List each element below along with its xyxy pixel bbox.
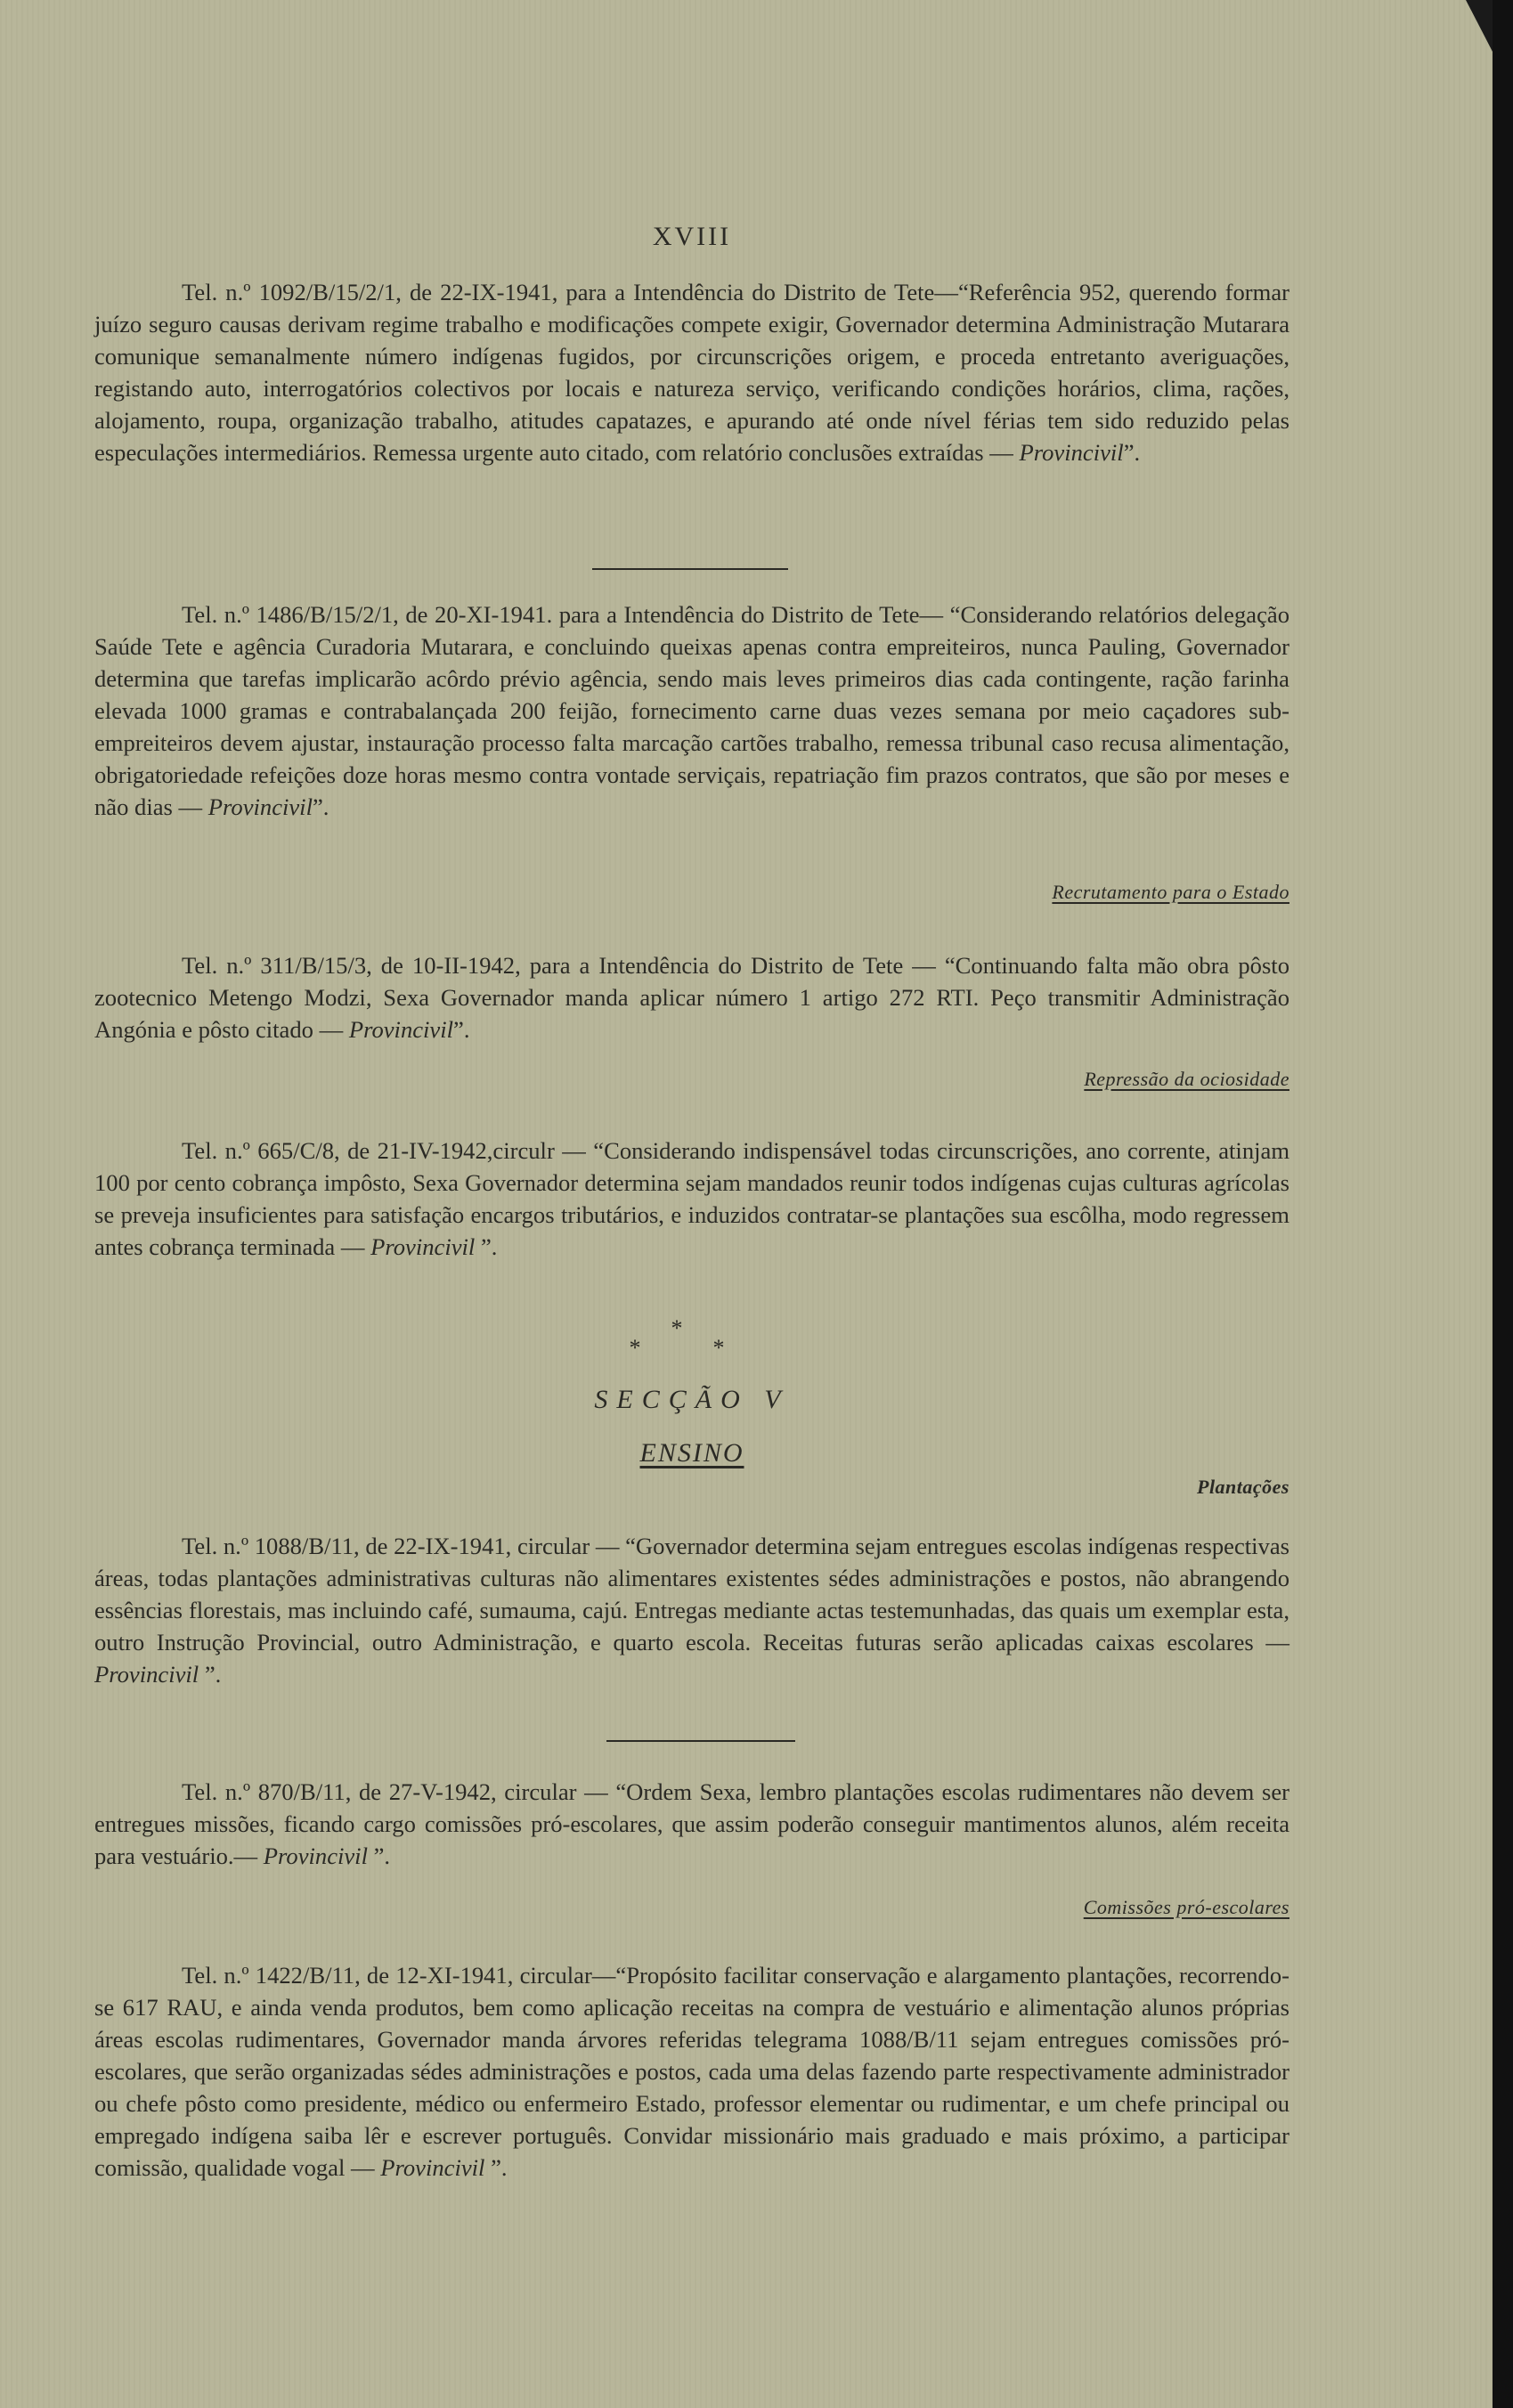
subheading-comissoes: Comissões pró-escolares — [1083, 1896, 1289, 1918]
subheading-plantacoes: Plantações — [1197, 1476, 1289, 1498]
signature-provincivil: Provincivil — [370, 1233, 476, 1260]
telegram-1422: Tel. n.º 1422/B/11, de 12-XI-1941, circular—“Propósito facilitar conservação e alargamento plantações, recorrendo-se 617 RAU, e ainda venda produtos, bem como aplicação receitas na compra de vestuário e alimentação alunos próprias áreas escolas rudimentares, Governador manda árvores referidas telegrama 1088/B/11 sejam entregues comissões pró-escolares, que serão organizadas sédes administrações e postos, cada uma delas fazendo parte respectivamente administrador ou chefe pôsto como presidente, médico ou enfermeiro Estado, professor elementar ou rudimentar, e um chefe principal ou empregado indígena saiba lêr e escrever português. Convidar missionário mais graduado e mais próximo, a participar comissão, qualidade vogal — Provincivil ”. — [94, 1962, 1289, 2181]
section-title: SECÇÃO V — [594, 1385, 790, 1414]
signature-provincivil: Provincivil — [207, 793, 313, 820]
signature-provincivil: Provincivil — [348, 1016, 454, 1043]
telegram-665: Tel. n.º 665/C/8, de 21-IV-1942,circulr — “Considerando indispensável todas circunscrições, ano corrente, atinjam 100 por cento cobrança impôsto, Sexa Governador determina sejam mandados reunir todos indígenas cujas culturas agrícolas se preveja insuficientes para satisfação encargos tributários, e induzidos contratar-se plantações sua escôlha, modo regressem antes cobrança terminada — Provincivil ”. — [94, 1137, 1289, 1260]
divider — [592, 568, 788, 570]
page-number: XVIII — [652, 222, 732, 251]
telegram-311: Tel. n.º 311/B/15/3, de 10-II-1942, para a Intendência do Distrito de Tete — “Continuando falta mão obra pôsto zootecnico Metengo Modzi, Sexa Governador manda aplicar número 1 artigo 272 RTI. Peço transmitir Administração Angónia e pôsto citado — Provincivil”. — [94, 952, 1289, 1043]
page-corner-fold — [1466, 0, 1493, 52]
telegram-1088: Tel. n.º 1088/B/11, de 22-IX-1941, circular — “Governador determina sejam entregues escolas indígenas respectivas áreas, todas plantações administrativas culturas não alimentares existentes sédes administrações e postos, não abrangendo essências florestais, mas incluindo café, sumauma, cajú. Entregas mediante actas testemunhadas, das quais um exemplar esta, outro Instrução Provincial, outro Administração, e quarto escola. Receitas futuras serão aplicadas caixas escolares — Provincivil ”. — [94, 1533, 1289, 1688]
subheading-recrutamento: Recrutamento para o Estado — [1052, 881, 1289, 903]
signature-provincivil: Provincivil — [94, 1661, 199, 1688]
signature-provincivil: Provincivil — [1019, 439, 1124, 466]
signature-provincivil: Provincivil — [380, 2154, 485, 2181]
signature-provincivil: Provincivil — [263, 1843, 368, 1869]
section-subtitle: ENSINO — [639, 1438, 744, 1468]
telegram-1486: Tel. n.º 1486/B/15/2/1, de 20-XI-1941. para a Intendência do Distrito de Tete— “Considerando relatórios delegação Saúde Tete e agência Curadoria Mutarara, e concluindo queixas apenas contra empreiteiros, nunca Pauling, Governador determina que tarefas implicarão acôrdo prévio agência, sendo mais leves primeiros dias cada contingente, ração farinha elevada 1000 gramas e contrabalançada 200 feijão, fornecimento carne duas vezes semana por meio caçadores sub-empreiteiros devem ajustar, instauração processo falta marcação cartões trabalho, remessa tribunal caso recusa alimentação, obrigatoriedade refeições doze horas mesmo contra vontade serviçais, repatriação fim prazos contratos, que são por meses e não dias — Provincivil”. — [94, 601, 1289, 820]
section-stars: *** — [629, 1315, 755, 1361]
subheading-repressao: Repressão da ociosidade — [1084, 1068, 1289, 1090]
divider — [606, 1740, 795, 1742]
telegram-1092: Tel. n.º 1092/B/15/2/1, de 22-IX-1941, para a Intendência do Distrito de Tete—“Referência 952, querendo formar juízo seguro causas derivam regime trabalho e modificações compete exigir, Governador determina Administração Mutarara comunique semanalmente número indígenas fugidos, por circunscrições origem, e proceda entretanto averiguações, registando auto, interrogatórios colectivos por locais e natureza serviço, verificando condições horários, clima, rações, alojamento, roupa, organização trabalho, atitudes capatazes, e apurando até onde nível férias tem sido reduzido pelas especulações intermediários. Remessa urgente auto citado, com relatório conclusões extraídas — Provincivil”. — [94, 279, 1289, 466]
telegram-870: Tel. n.º 870/B/11, de 27-V-1942, circular — “Ordem Sexa, lembro plantações escolas rudimentares não devem ser entregues missões, ficando cargo comissões pró-escolares, que assim poderão conseguir mantimentos alunos, além receita para vestuário.— Provincivil ”. — [94, 1778, 1289, 1869]
